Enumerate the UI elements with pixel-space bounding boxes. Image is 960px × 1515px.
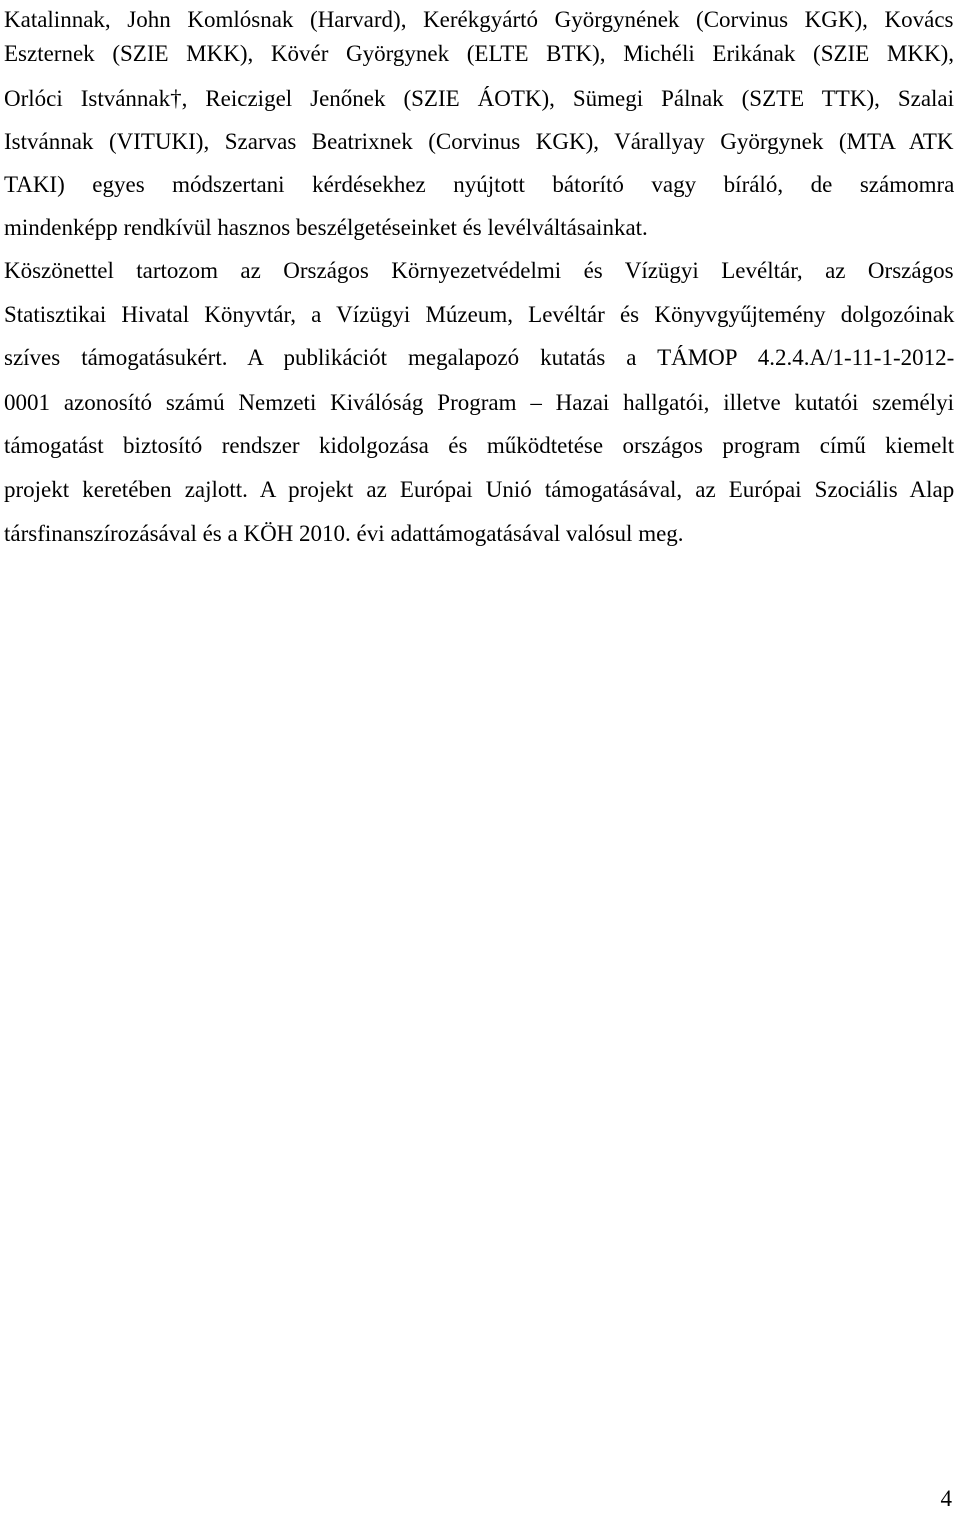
text-line: Eszternek (SZIE MKK), Kövér Györgynek (ELTE BTK), Michéli Erikának (SZIE MKK), — [4, 41, 954, 66]
text-line: 0001 azonosító számú Nemzeti Kiválóság Program – Hazai hallgatói, illetve kutatói személyi — [4, 390, 954, 415]
text-line: támogatást biztosító rendszer kidolgozása és működtetése országos program című kiemelt — [4, 433, 955, 458]
page-number: 4 — [940, 1486, 952, 1511]
text-line: társfinanszírozásával és a KÖH 2010. évi adattámogatásával valósul meg. — [4, 521, 684, 546]
text-line: Orlóci Istvánnak†, Reiczigel Jenőnek (SZIE ÁOTK), Sümegi Pálnak (SZTE TTK), Szalai — [4, 86, 955, 111]
text-line: Istvánnak (VITUKI), Szarvas Beatrixnek (Corvinus KGK), Várallyay Györgynek (MTA ATK — [4, 129, 954, 154]
text-line: TAKI) egyes módszertani kérdésekhez nyújtott bátorító vagy bíráló, de számomra — [4, 172, 955, 197]
text-line: mindenképp rendkívül hasznos beszélgetéseinket és levélváltásainkat. — [4, 215, 648, 240]
text-line: szíves támogatásukért. A publikációt megalapozó kutatás a TÁMOP 4.2.4.A/1-11-1-2012- — [4, 345, 955, 370]
text-line: projekt keretében zajlott. A projekt az Európai Unió támogatásával, az Európai Szociális Alap — [4, 477, 955, 502]
text-line: Katalinnak, John Komlósnak (Harvard), Kerékgyártó Györgynének (Corvinus KGK), Kovács — [4, 7, 954, 32]
text-line: Köszönettel tartozom az Országos Környezetvédelmi és Vízügyi Levéltár, az Országos — [4, 258, 954, 283]
text-line: Statisztikai Hivatal Könyvtár, a Vízügyi Múzeum, Levéltár és Könyvgyűjtemény dolgozóinak — [4, 302, 955, 327]
